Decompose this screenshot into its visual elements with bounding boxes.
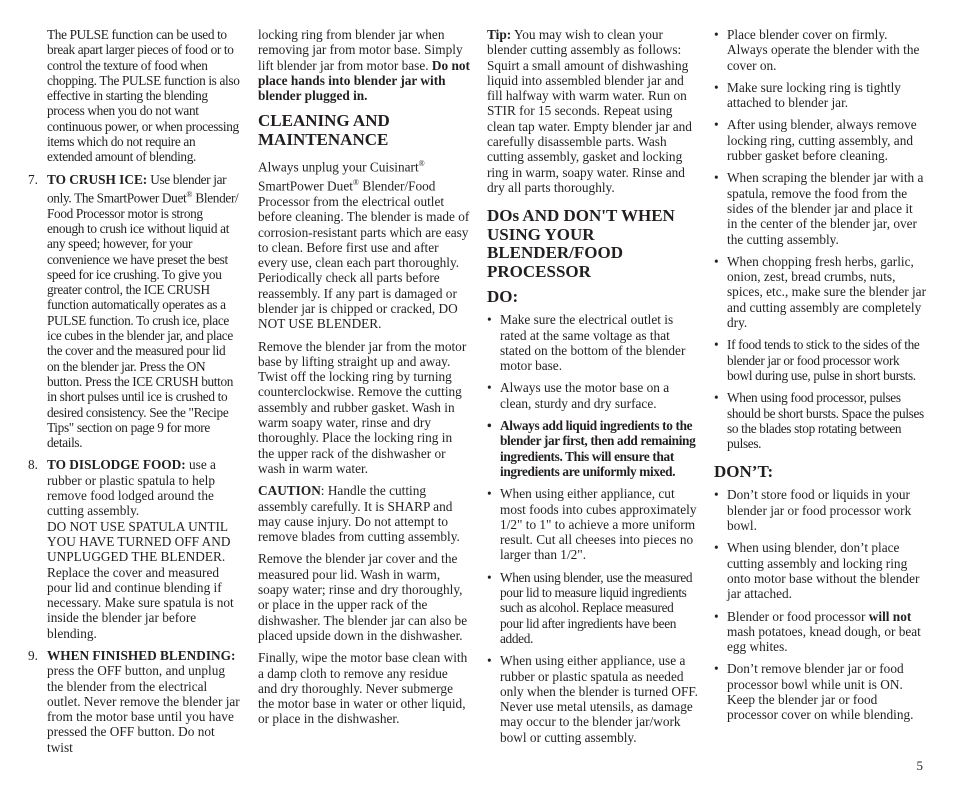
bullet-text: When using either appliance, cut most foods into cubes approximately 1/2" to 1" to achieve a more uniform result. Cut all cheeses into pieces no larger than 1/2". [500,486,697,563]
step-8-dislodge-food [28,457,240,641]
column-2 [258,27,470,734]
dos-donts-heading: DOs AND DON'T WHEN USING YOUR BLENDER/FOOD PROCESSOR [487,206,675,281]
do-bullet [714,117,926,163]
tip-text: You may wish to clean your blender cutting assembly as follows: Squirt a small amount of dishwashing liquid into assembled blender jar and fill halfway with warm water. Run on STIR for 15 seconds. Repeat using clean tap water. Empty blender jar and carefully disassemble parts. Wash cutting assembly, gasket and locking ring in warm, soapy water. Rinse and dry all parts thoroughly. [487,27,692,195]
bullet-text: After using blender, always remove locking ring, cutting assembly, and rubber gasket before cleaning. [727,117,917,164]
dont-bullet [714,487,926,533]
step-9-finished-blending [28,648,240,755]
bullet-text-cont: mash potatoes, knead dough, or beat egg whites. [727,623,921,655]
step-title: TO CRUSH ICE: [47,171,148,187]
dont-bullet [714,661,926,722]
bullet-dot: • [487,418,492,434]
bullet-text: Don’t remove blender jar or food processor bowl while unit is ON. Keep the blender jar or food processor cover on while blending. [727,661,914,723]
step-number: 9. [28,648,38,663]
step-title: TO DISLODGE FOOD: [47,457,186,473]
bullet-dot: • [714,487,719,503]
do-bullet [487,570,699,646]
tip-paragraph [487,27,699,195]
continuation-text: locking ring from blender jar when removing jar from motor base. Simply lift blender jar from motor base. [258,27,463,73]
dont-heading: DON’T: [714,462,774,482]
bullet-text: Always add liquid ingredients to the blender jar first, then add remaining ingredients. This will ensure that ingredients are uniformly mixed. [500,418,696,479]
p1-text-b: SmartPower Duet [258,178,353,194]
bullet-text: Make sure locking ring is tightly attached to blender jar. [727,79,901,111]
cleaning-paragraph-4: Remove the blender jar cover and the measured pour lid. Wash in warm, soapy water; rinse and dry thoroughly, or place in the upper rack of the dishwasher. The blender jar can also be placed upside down in the dishwasher. [258,551,468,643]
cleaning-heading: CLEANING AND MAINTENANCE [258,111,390,149]
step-title: WHEN FINISHED BLENDING: [47,648,236,663]
bullet-dot: • [487,653,492,669]
do-bullet [487,418,699,479]
step-text: Use blender jar only. The SmartPower Duet [47,171,227,206]
p1-text-a: Always unplug your Cuisinart [258,159,419,175]
registered-mark: ® [352,178,359,188]
bullet-text: When using food processor, pulses should be short bursts. Space the pulses so the blades stop rotating between pulses. [727,390,924,452]
bullet-text: Make sure the electrical outlet is rated at the same voltage as that stated on the bottom of the blender motor base. [500,312,686,374]
page-number: 5 [916,758,923,773]
column-3 [487,27,699,752]
step-number: 8. [28,457,38,473]
bullet-dot: • [714,27,719,42]
step-number: 7. [28,171,38,187]
do-heading: DO: [487,287,519,307]
do-bullet [714,27,926,73]
do-bullet [714,390,926,451]
column-1 [28,27,240,762]
cleaning-paragraph-2: Remove the blender jar from the motor base by lifting straight up and away. Twist off the locking ring by turning counterclockwise. Remove the cutting assembly and rubber gasket. Wash in warm soapy water, rinse and dry thoroughly. Place the locking ring in the upper rack of the dishwasher or wash in warm water. [258,338,467,476]
cleaning-paragraph-5: Finally, wipe the motor base clean with a damp cloth to remove any residue and dry thoroughly. Never submerge the motor base in water or other liquid, or place in the dishwasher. [258,650,468,727]
step-text: use a rubber or plastic spatula to help remove food lodged around the cutting assembly. [47,457,216,519]
dont-bullet [714,609,926,655]
bullet-text: When scraping the blender jar with a spatula, remove the food from the sides of the blender jar and place it in the center of the blender jar, over the cutting assembly. [727,170,924,247]
bullet-dot: • [714,540,719,556]
bullet-text: Don’t store food or liquids in your blender jar or food processor work bowl. [727,487,912,534]
bullet-dot: • [714,117,719,133]
pulse-paragraph: The PULSE function can be used to break apart larger pieces of food or to control the texture of food when chopping. The PULSE function is also effective in starting the blending process when you do not want continuous power, or when processing items which do not require an extended amount of blending. [47,27,240,165]
cleaning-paragraph-1 [258,156,470,331]
bullet-dot: • [714,79,719,95]
do-bullet [714,80,926,111]
continuation-warning: Do not place hands into blender jar with blender plugged in. [258,57,470,104]
bullet-dot: • [487,569,492,585]
bullet-text: When using either appliance, use a rubber or plastic spatula as needed only when the blender is turned OFF. Never use metal utensils, as damage may occur to the blender jar/work bowl or cutting assembly. [500,653,698,745]
bullet-text: When using blender, don’t place cutting assembly and locking ring onto motor base without the blender jar attached. [727,540,920,602]
do-bullet [487,312,699,373]
bullet-dot: • [714,253,719,269]
do-bullet [487,486,699,562]
bullet-text: When chopping fresh herbs, garlic, onion, zest, bread crumbs, nuts, spices, etc., make sure the blender jar and cutting assembly are completely dry. [727,253,926,331]
caution-label: CAUTION [258,483,321,499]
bullet-dot: • [714,608,719,624]
bullet-dot: • [487,380,492,396]
do-bullet [487,380,699,411]
registered-mark: ® [418,159,425,169]
bullet-dot: • [487,486,492,502]
bullet-text: Place blender cover on firmly. Always operate the blender with the cover on. [727,27,920,73]
bullet-dot: • [714,337,719,353]
tip-label: Tip: [487,27,512,42]
do-bullet [487,653,699,745]
bullet-emphasis: will not [868,608,912,624]
registered-mark: ® [186,189,193,199]
dont-bullet [714,540,926,601]
step-text: press the OFF button, and unplug the blender from the electrical outlet. Never remove the blender jar from the motor base until you have pressed the OFF button. Do not twist [47,663,240,755]
step-7-crush-ice [28,172,240,451]
do-bullet [714,170,926,246]
continuation-paragraph [258,27,470,103]
column-4 [714,27,926,730]
do-bullet [714,254,926,330]
bullet-text: When using blender, use the measured pour lid to measure liquid ingredients such as alcohol. Replace measured pour lid after ingredients have been added. [500,569,693,646]
p1-text-c: Blender/Food Processor from the electrical outlet before cleaning. The blender is made of corrosion-resistant parts which are easy to clean. Before first use and after every use, clean each part thoroughly. Periodically check all parts before reassembly. If any part is damaged or blender jar is chipped or cracked, DO NOT USE BLENDER. [258,178,470,332]
bullet-dot: • [714,170,719,186]
step-text-cont: Blender/ Food Processor motor is strong enough to crush ice without liquid at any speed; however, for your convenience we have preset the best speed for ice crushing. To give you greater control, the ICE CRUSH function automatically operates as a PULSE function. To crush ice, place ice cubes in the blender jar, and place the cover and the measured pour lid on the blender jar. Press the ON button. Press the ICE CRUSH button in short pulses until ice is crushed to desired consistency. See the "Recipe Tips" section on page 9 for more details. [47,190,239,451]
caution-paragraph [258,483,470,544]
bullet-text: Always use the motor base on a clean, sturdy and dry surface. [500,380,670,411]
bullet-dot: • [714,390,719,406]
caution-text: : Handle the cutting assembly carefully. It is SHARP and may cause injury. Do not attempt to remove blades from cutting assembly. [258,483,460,545]
bullet-text: Blender or food processor [727,608,869,624]
bullet-dot: • [714,661,719,677]
bullet-dot: • [487,312,492,328]
step-warning: DO NOT USE SPATULA UNTIL YOU HAVE TURNED OFF AND UNPLUGGED THE BLENDER. Replace the cover and measured pour lid and continue blending if necessary. Make sure spatula is not inside the blender jar before blending. [47,518,234,641]
do-bullet [714,337,926,383]
bullet-text: If food tends to stick to the sides of the blender jar or food processor work bowl during use, pulse in short bursts. [727,337,920,383]
